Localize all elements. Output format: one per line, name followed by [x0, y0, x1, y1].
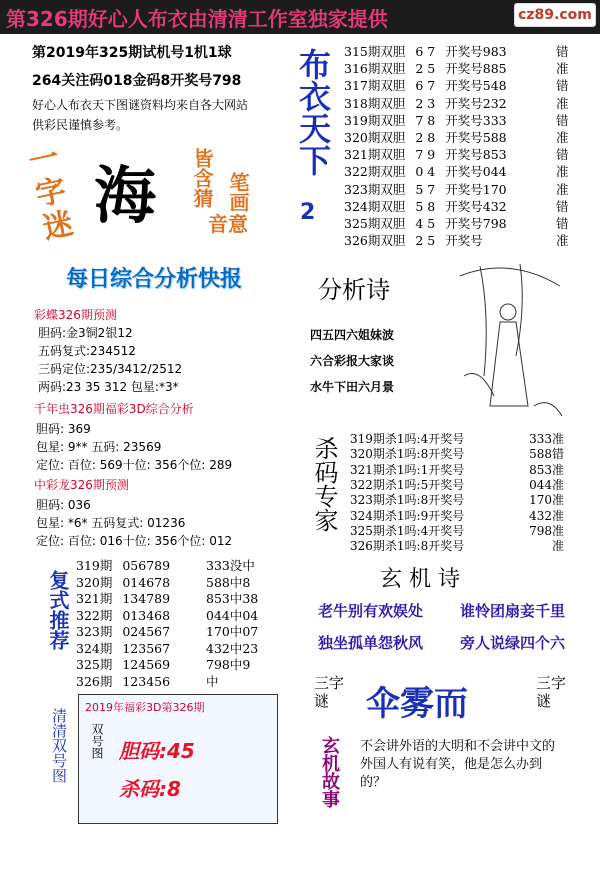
qingqing-dan: 胆码:45	[119, 739, 195, 763]
story-side-label: 玄机故事	[319, 736, 340, 808]
kill-code: 8开奖号	[420, 447, 465, 462]
history-result: 错	[556, 147, 569, 163]
section1-line-1: 胆码:金3铜2银12	[38, 326, 133, 340]
history-result: 准	[556, 181, 569, 197]
fushi-period: 325期	[76, 657, 113, 672]
history-result: 错	[556, 78, 569, 94]
history-result: 准	[556, 130, 569, 145]
daily-title-box	[28, 258, 308, 298]
qingqing-banner: 2019年福彩3D第326期	[85, 701, 205, 714]
kill-code: 4开奖号	[420, 523, 465, 538]
fushi-row	[76, 622, 262, 640]
fushi-result: 588中8	[206, 574, 251, 590]
fushi-numbers: 014678	[122, 574, 171, 590]
riddle3-left-label: 三字谜	[314, 674, 345, 710]
history-prize: 开奖号	[445, 233, 483, 249]
history-row	[344, 59, 569, 77]
section1-title: 彩蝶326期预测	[34, 308, 117, 322]
history-prize: 开奖号983	[445, 44, 507, 59]
kill-period: 323期杀1吗:	[350, 493, 421, 508]
fushi-numbers: 124569	[122, 657, 171, 672]
intro-line-1: 第2019年325期试机号1机1球	[32, 45, 232, 61]
poem-title: 分析诗	[318, 276, 390, 304]
fushi-period: 319期	[76, 558, 113, 573]
kill-period: 322期杀1吗:	[350, 477, 421, 492]
history-nums: 7 9	[415, 147, 436, 163]
section2-line-3: 定位: 百位: 569十位: 356个位: 289	[36, 458, 233, 472]
riddle-hint-1: 皆含猜	[190, 148, 214, 208]
history-prize: 开奖号548	[445, 78, 507, 94]
history-row	[344, 162, 569, 180]
kill-code-box	[306, 428, 568, 554]
fushi-result: 432中23	[206, 640, 259, 656]
history-prize: 开奖号333	[445, 112, 507, 128]
history-prize: 开奖号853	[445, 147, 507, 163]
history-period: 324期双胆	[344, 198, 406, 214]
kill-period: 320期杀1吗:	[350, 447, 421, 462]
fushi-period: 321期	[76, 591, 113, 606]
kill-row	[350, 537, 564, 554]
double-dan-history	[340, 40, 568, 252]
kill-side-label: 杀码专家	[310, 436, 338, 532]
history-row	[344, 42, 569, 60]
history-period: 318期双胆	[344, 95, 406, 111]
fushi-period: 324期	[76, 640, 113, 656]
fushi-result: 333没中	[206, 558, 255, 573]
riddle-hint-3: 音意	[208, 212, 248, 236]
history-period: 316期双胆	[344, 61, 406, 77]
history-row	[344, 214, 569, 232]
history-row	[344, 76, 569, 94]
main-riddle	[25, 138, 290, 258]
history-period: 326期双胆	[344, 233, 406, 249]
kill-period: 319期杀1吗:	[350, 432, 421, 446]
section3-line-1: 胆码: 036	[36, 498, 91, 512]
riddle3-answer: 伞雾而	[366, 684, 468, 724]
history-result: 准	[556, 164, 569, 180]
history-nums: 6 7	[415, 44, 436, 59]
history-nums: 5 8	[415, 198, 436, 214]
page-title: 第326期好心人布衣由清清工作室独家提供	[6, 7, 388, 31]
riddle-hint-2: 笔画	[226, 172, 250, 212]
kill-code: 1开奖号	[420, 462, 465, 477]
history-prize: 开奖号044	[445, 164, 507, 180]
history-prize: 开奖号798	[445, 216, 507, 231]
kill-result: 588错	[529, 447, 564, 462]
poem-line-3: 水牛下田六月景	[310, 380, 395, 394]
history-nums: 4 5	[415, 216, 436, 231]
xuanji-title: 玄 机 诗	[380, 567, 460, 592]
daily-report	[28, 300, 310, 550]
site-logo[interactable]: cz89.com	[514, 3, 596, 27]
fushi-period: 326期	[76, 673, 113, 689]
brand-number: 2	[300, 200, 316, 225]
kill-result: 798准	[529, 523, 564, 538]
history-row	[344, 111, 569, 129]
riddle-big-char: 海	[94, 159, 157, 232]
fushi-result: 170中07	[206, 624, 259, 639]
riddle3-right-label: 三字谜	[536, 674, 567, 710]
section1-line-3: 三码定位:235/3412/2512	[38, 362, 183, 376]
fushi-numbers: 123567	[122, 640, 171, 656]
section3-title: 中彩龙326期预测	[34, 478, 129, 492]
qingqing-panel	[78, 694, 278, 824]
qingqing-small-label: 双号图	[90, 723, 104, 759]
fushi-period: 322期	[76, 607, 113, 623]
fushi-numbers: 134789	[122, 591, 171, 606]
kill-code: 8开奖号	[420, 539, 465, 554]
history-row	[344, 231, 569, 249]
history-period: 323期双胆	[344, 181, 406, 197]
history-prize: 开奖号885	[445, 61, 507, 77]
kill-period: 326期杀1吗:	[350, 539, 421, 554]
fushi-result: 798中9	[206, 657, 251, 672]
three-char-riddle	[310, 670, 572, 730]
riddle-side-label: 一字迷	[25, 139, 77, 247]
fushi-numbers: 056789	[122, 558, 171, 573]
kill-result: 170准	[529, 493, 564, 508]
daily-title: 每日综合分析快报	[66, 267, 243, 292]
intro-line-4: 供彩民谨慎参考。	[32, 118, 129, 132]
kill-period: 324期杀1吗:	[350, 508, 421, 523]
history-nums: 2 3	[415, 95, 436, 111]
fushi-numbers: 013468	[122, 607, 171, 623]
kill-result: 准	[551, 539, 564, 554]
fushi-row	[76, 606, 262, 624]
section2-line-1: 胆码: 369	[36, 422, 91, 436]
section3-line-3: 定位: 百位: 016十位: 356个位: 012	[36, 534, 233, 548]
intro-line-2: 264关注码018金码8开奖号798	[32, 73, 242, 89]
fushi-row	[76, 655, 262, 673]
xuanji-line-2: 谁怜团扇妾千里	[460, 602, 566, 620]
kill-code: 9开奖号	[420, 508, 465, 523]
history-nums: 2 5	[415, 61, 436, 77]
history-period: 325期双胆	[344, 216, 406, 231]
history-row	[344, 145, 569, 163]
fushi-period: 323期	[76, 624, 113, 639]
xuanji-line-4: 旁人说绿四个六	[460, 634, 566, 652]
fushi-side-label: 复式推荐	[46, 570, 70, 650]
history-period: 322期双胆	[344, 164, 406, 180]
kill-result: 853准	[529, 462, 564, 477]
history-nums: 2 5	[415, 233, 436, 249]
history-nums: 0 4	[415, 164, 436, 180]
kill-result: 044准	[529, 477, 564, 492]
xuanji-poem	[310, 556, 572, 668]
history-row	[344, 180, 569, 198]
history-result: 准	[556, 61, 569, 77]
lady-illustration	[450, 256, 570, 424]
fushi-row	[76, 589, 262, 607]
history-period: 319期双胆	[344, 112, 406, 128]
history-result: 错	[556, 216, 569, 231]
fushi-result: 044中04	[206, 607, 259, 623]
history-prize: 开奖号232	[445, 95, 507, 111]
story-box	[310, 732, 572, 836]
section3-line-2: 包星: *6* 五码复式: 01236	[36, 516, 186, 530]
kill-code: 4开奖号	[420, 432, 465, 446]
history-period: 317期双胆	[344, 78, 406, 94]
poem-line-2: 六合彩报大家谈	[310, 354, 395, 368]
history-nums: 6 7	[415, 78, 436, 94]
history-result: 准	[556, 233, 569, 249]
section1-line-4: 两码:23 35 312 包星:*3*	[38, 380, 179, 394]
qingqing-side-label: 清清双号图	[50, 708, 68, 783]
history-period: 320期双胆	[344, 130, 406, 145]
brand-text: 布衣天下	[294, 48, 332, 176]
kill-result: 432准	[529, 508, 564, 523]
xuanji-line-1: 老牛别有欢娱处	[318, 602, 424, 620]
history-period: 321期双胆	[344, 147, 406, 163]
kill-period: 325期杀1吗:	[350, 523, 421, 538]
section2-line-2: 包星: 9** 五码: 23569	[36, 440, 162, 454]
history-result: 错	[556, 112, 569, 128]
history-result: 错	[556, 44, 569, 59]
fushi-row	[76, 639, 262, 657]
kill-result: 333准	[529, 432, 564, 446]
history-prize: 开奖号588	[445, 130, 507, 145]
history-prize: 开奖号432	[445, 198, 507, 214]
kill-code: 8开奖号	[420, 493, 465, 508]
kill-period: 321期杀1吗:	[350, 462, 421, 477]
fushi-row	[76, 556, 262, 574]
history-nums: 2 8	[415, 130, 436, 145]
xuanji-line-3: 独坐孤单怨秋风	[318, 634, 424, 652]
history-prize: 开奖号170	[445, 181, 507, 197]
fushi-numbers: 123456	[122, 673, 171, 689]
history-nums: 7 8	[415, 112, 436, 128]
section2-title: 千年虫326期福彩3D综合分析	[34, 402, 194, 416]
section1-line-2: 五码复式:234512	[38, 344, 136, 358]
fushi-row	[76, 672, 262, 690]
fushi-box	[28, 552, 266, 692]
history-row	[344, 128, 569, 146]
history-period: 315期双胆	[344, 44, 406, 59]
kill-code: 5开奖号	[420, 477, 465, 492]
fushi-period: 320期	[76, 574, 113, 590]
intro-line-3: 好心人布衣天下图谜资料均来自各大网站	[32, 98, 249, 112]
history-result: 准	[556, 95, 569, 111]
fushi-result: 中	[206, 673, 219, 689]
history-result: 错	[556, 198, 569, 214]
brand-block	[290, 48, 336, 248]
poem-line-1: 四五四六姐妹波	[310, 328, 395, 342]
history-nums: 5 7	[415, 181, 436, 197]
fushi-result: 853中38	[206, 591, 259, 606]
story-text: 不会讲外语的大明和不会讲中文的外国人有说有笑，他是怎么办到的？	[360, 739, 556, 790]
fushi-row	[76, 573, 262, 591]
history-row	[344, 197, 569, 215]
history-row	[344, 94, 569, 112]
qingqing-sha: 杀码:8	[119, 777, 181, 801]
analysis-poem	[310, 256, 570, 426]
fushi-numbers: 024567	[122, 624, 171, 639]
